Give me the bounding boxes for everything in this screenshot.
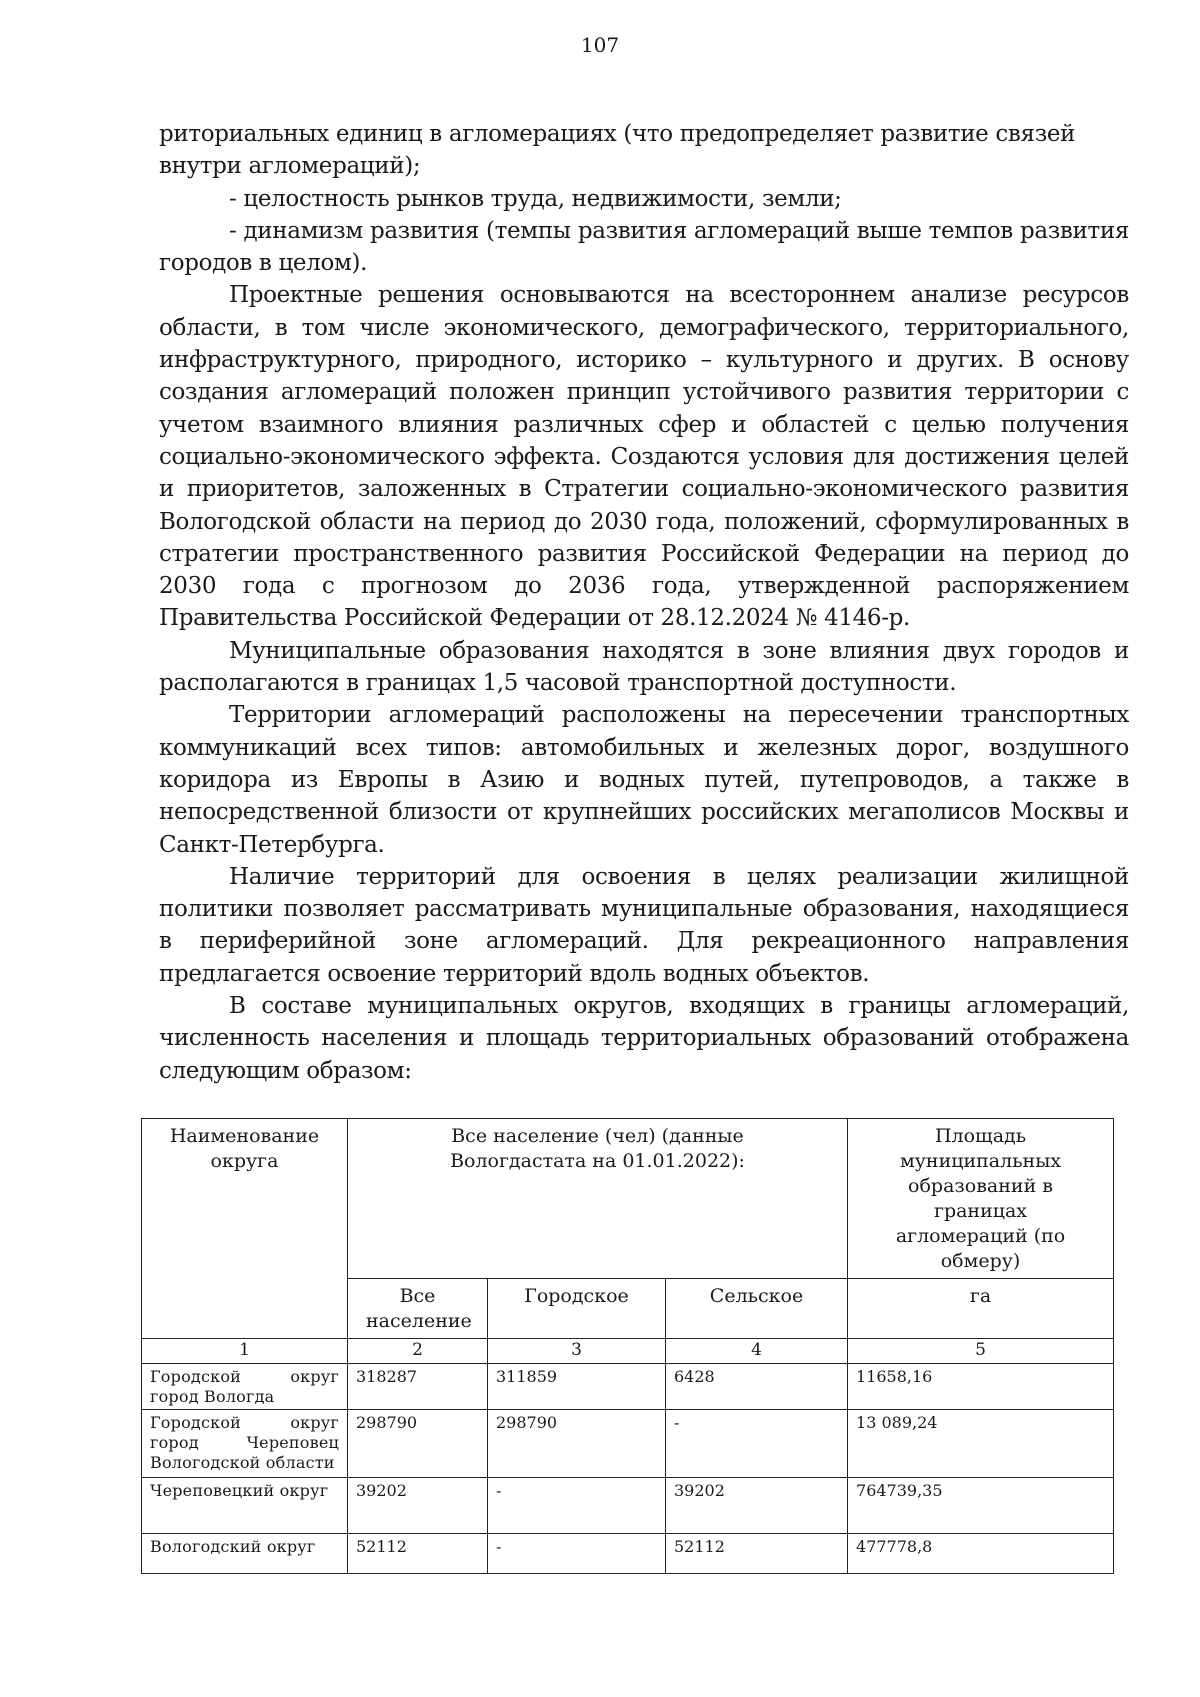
- row-rural: 39202: [666, 1478, 848, 1534]
- table-row: [142, 1410, 1114, 1478]
- row-urban: -: [488, 1534, 666, 1574]
- header-name: Наименование округа: [142, 1119, 348, 1339]
- row-total: 298790: [348, 1410, 488, 1478]
- row-rural: 52112: [666, 1534, 848, 1574]
- paragraph: Территории агломераций расположены на пересечении транспортных коммуникаций всех типов: автомобильных и железных дорог, воздушного коридора из Европы в Азию и водных путей, путепроводов, а также в непосредственной близости от крупнейших российских мегаполисов Москвы и Санкт-Петербурга.: [159, 702, 1129, 858]
- population-table-container: [141, 1118, 1113, 1574]
- column-number-row: [142, 1339, 1114, 1364]
- row-area: 764739,35: [848, 1478, 1114, 1534]
- paragraph: - целостность рынков труда, недвижимости, земли;: [229, 185, 842, 212]
- column-number: 2: [348, 1339, 488, 1364]
- paragraph: Муниципальные образования находятся в зоне влияния двух городов и располагаются в границах 1,5 часовой транспортной доступности.: [159, 637, 1129, 697]
- column-number: 4: [666, 1339, 848, 1364]
- table-row: [142, 1364, 1114, 1410]
- row-area: 477778,8: [848, 1534, 1114, 1574]
- row-total: 318287: [348, 1364, 488, 1410]
- row-urban: 311859: [488, 1364, 666, 1410]
- header-rural: Сельское: [666, 1279, 848, 1339]
- paragraph: - динамизм развития (темпы развития агломераций выше темпов развития городов в целом).: [159, 217, 1129, 277]
- row-rural: 6428: [666, 1364, 848, 1410]
- population-table: [141, 1118, 1114, 1574]
- header-urban: Городское: [488, 1279, 666, 1339]
- row-rural: -: [666, 1410, 848, 1478]
- row-name: Городской округ город Вологда: [142, 1364, 348, 1410]
- column-number: 1: [142, 1339, 348, 1364]
- column-number: 5: [848, 1339, 1114, 1364]
- header-total: Все население: [348, 1279, 488, 1339]
- table-row: [142, 1534, 1114, 1574]
- header-area-unit: га: [848, 1279, 1114, 1339]
- paragraph: Наличие территорий для освоения в целях реализации жилищной политики позволяет рассматривать муниципальные образования, находящиеся в периферийной зоне агломераций. Для рекреационного направления предлагается освоение территорий вдоль водных объектов.: [159, 863, 1129, 987]
- paragraph: риториальных единиц в агломерациях (что предопределяет развитие связей внутри агломераций);: [159, 121, 1076, 180]
- row-name: Городской округ город Череповец Вологодской области: [142, 1410, 348, 1478]
- row-total: 52112: [348, 1534, 488, 1574]
- table-header-row: [142, 1119, 1114, 1279]
- paragraph: В составе муниципальных округов, входящих в границы агломераций, численность населения и площадь территориальных образований отображена следующим образом:: [159, 993, 1129, 1084]
- row-urban: 298790: [488, 1410, 666, 1478]
- row-name: Вологодский округ: [142, 1534, 348, 1574]
- row-urban: -: [488, 1478, 666, 1534]
- column-number: 3: [488, 1339, 666, 1364]
- paragraph: Проектные решения основываются на всестороннем анализе ресурсов области, в том числе экономического, демографического, территориального, инфраструктурного, природного, историко – культурного и других. В основу создания агломераций положен принцип устойчивого развития территории с учетом взаимного влияния различных сфер и областей с целью получения социально-экономического эффекта. Создаются условия для достижения целей и приоритетов, заложенных в Стратегии социально-экономического развития Вологодской области на период до 2030 года, положений, сформулированных в стратегии пространственного развития Российской Федерации на период до 2030 года с прогнозом до 2036 года, утвержденной распоряжением Правительства Российской Федерации от 28.12.2024 № 4146-р.: [159, 282, 1129, 632]
- row-name: Череповецкий округ: [142, 1478, 348, 1534]
- row-area: 13 089,24: [848, 1410, 1114, 1478]
- row-total: 39202: [348, 1478, 488, 1534]
- row-area: 11658,16: [848, 1364, 1114, 1410]
- header-area-group: Площадь муниципальных образований в границах агломераций (по обмеру): [848, 1119, 1114, 1279]
- header-population-group: Все население (чел) (данные Вологдастата на 01.01.2022):: [348, 1119, 848, 1279]
- table-row: [142, 1478, 1114, 1534]
- body-text: [159, 118, 1129, 1087]
- page-number: 107: [580, 33, 620, 57]
